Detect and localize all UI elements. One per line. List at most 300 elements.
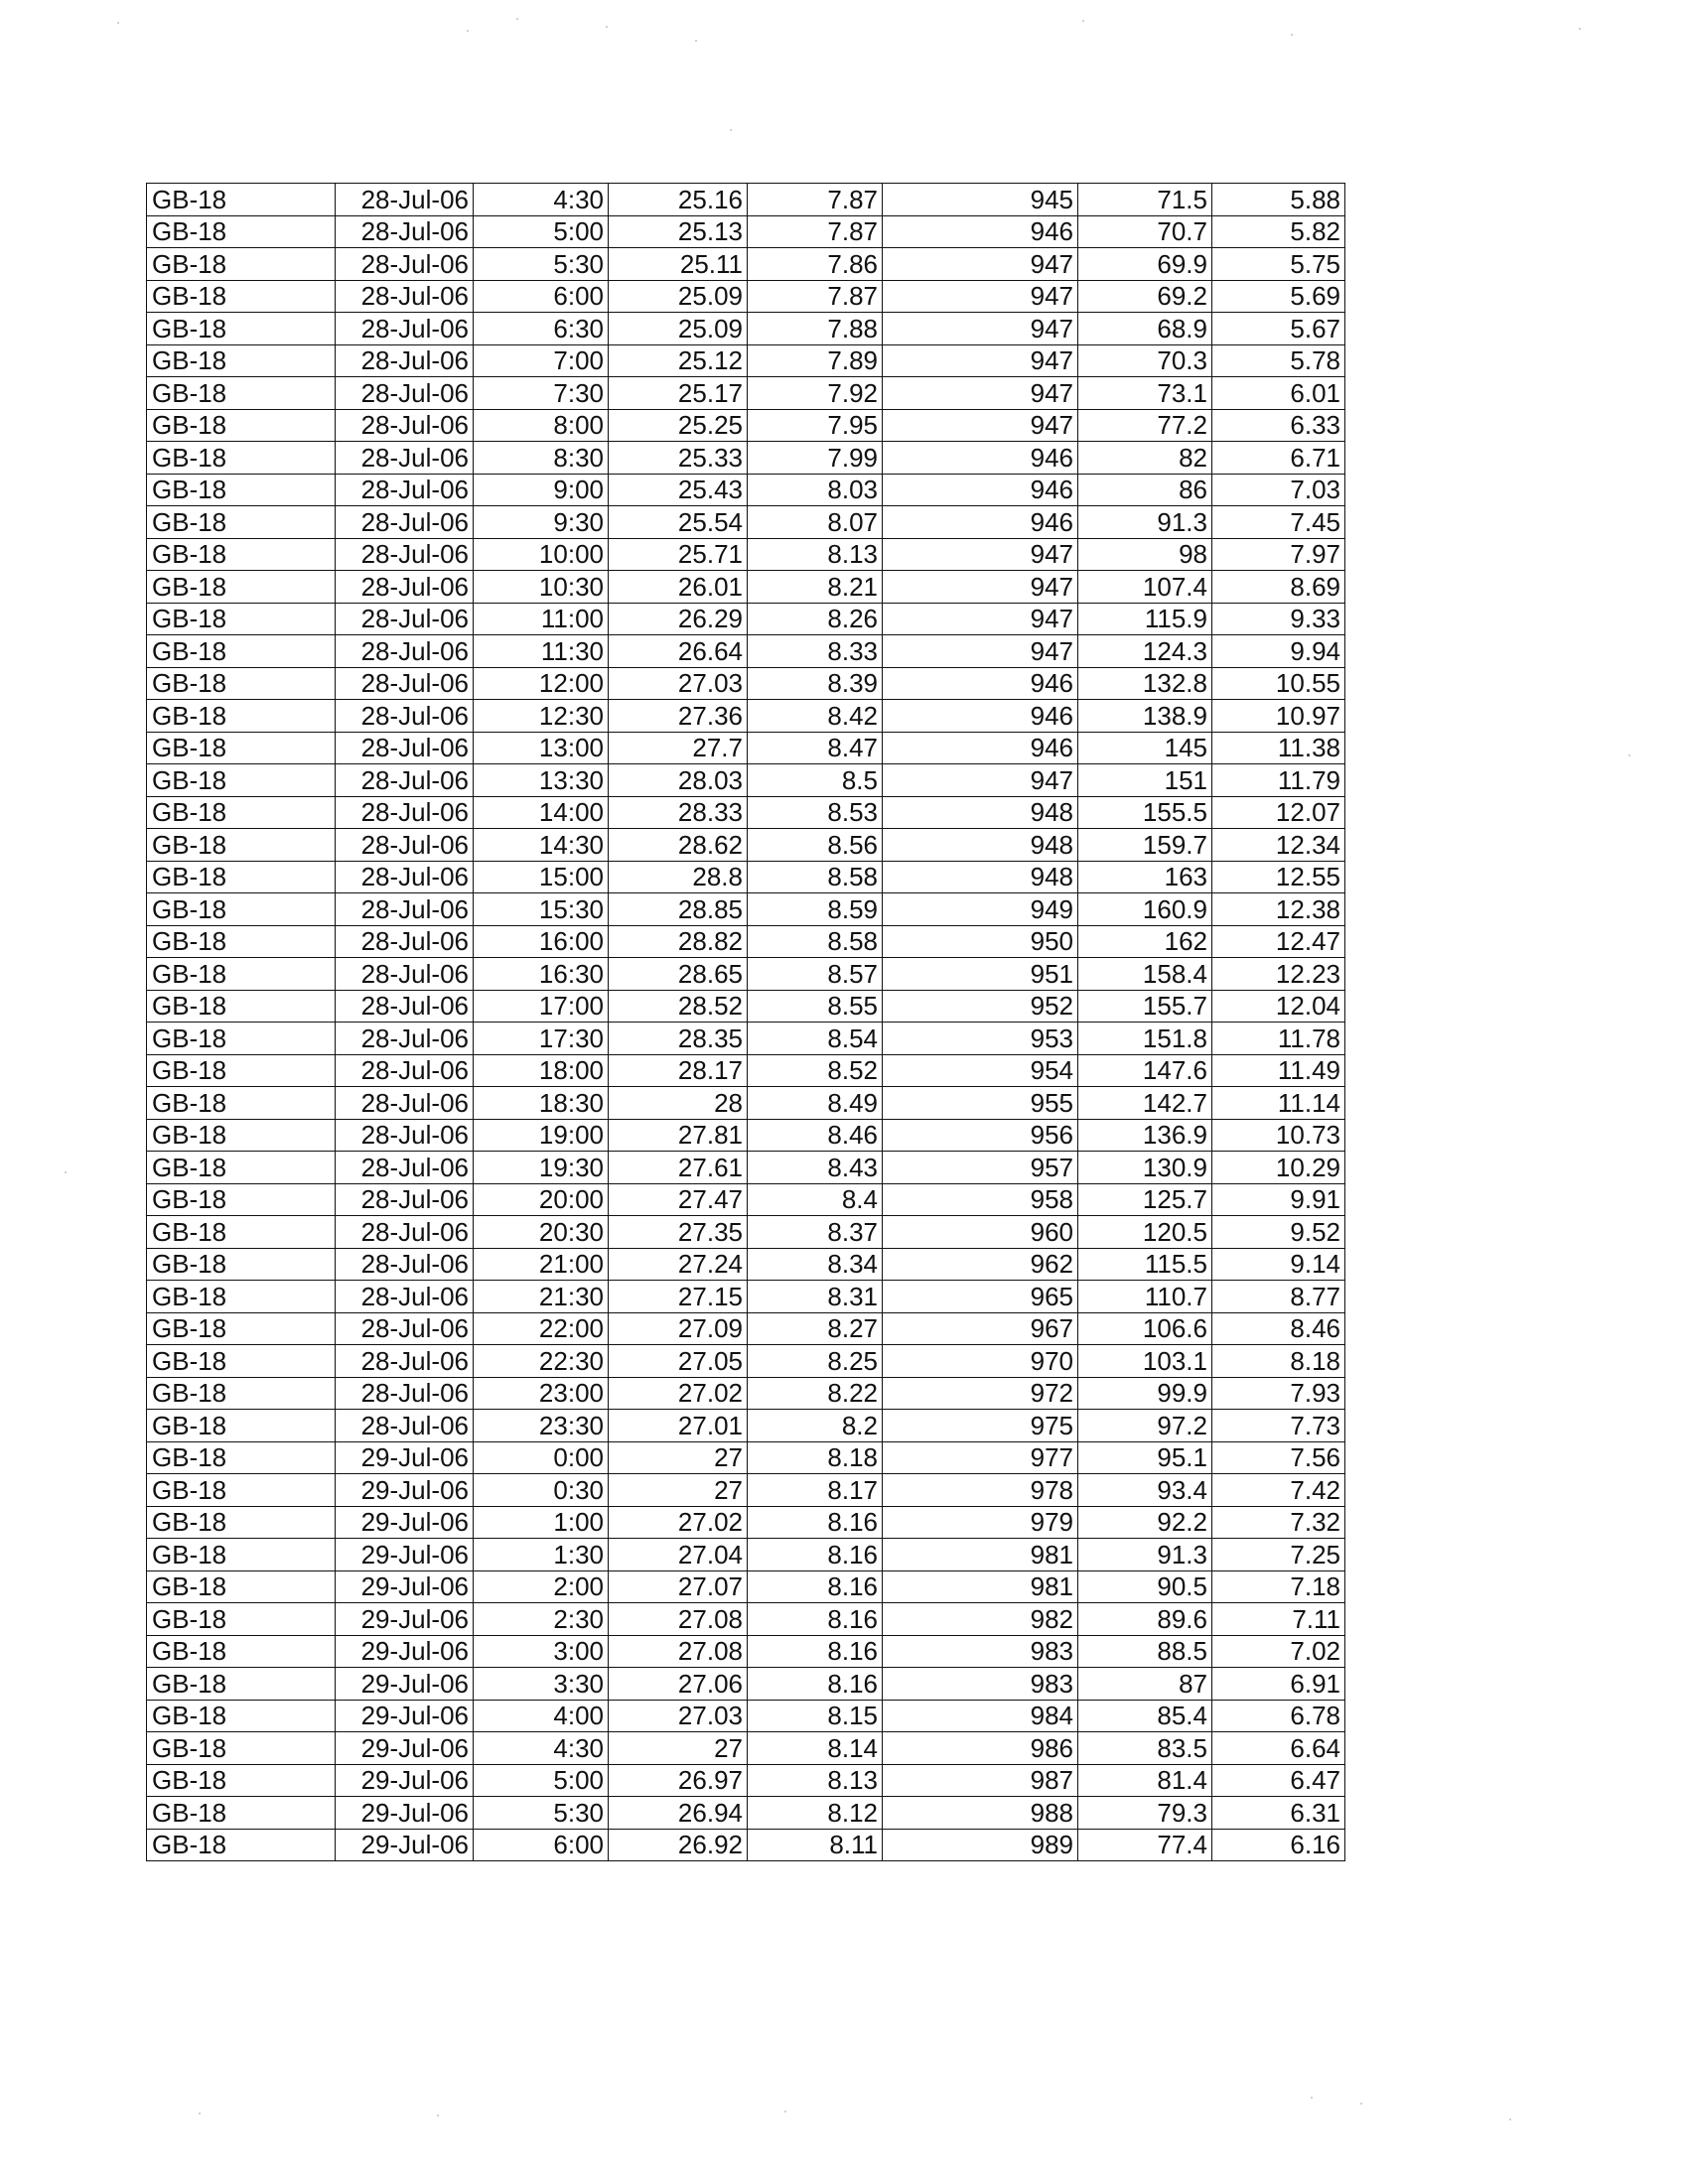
site-cell: GB-18 <box>147 280 336 313</box>
site-cell: GB-18 <box>147 1248 336 1281</box>
temperature-cell: 25.11 <box>609 248 748 281</box>
reading-cell: 138.9 <box>1078 700 1212 733</box>
ph-cell: 7.87 <box>748 184 883 216</box>
result-cell: 6.16 <box>1212 1829 1345 1861</box>
date-cell: 28-Jul-06 <box>336 215 474 248</box>
site-cell: GB-18 <box>147 377 336 410</box>
table-row <box>147 829 1345 862</box>
site-cell: GB-18 <box>147 1635 336 1668</box>
table-row <box>147 667 1345 700</box>
ph-cell: 8.53 <box>748 796 883 829</box>
reading-cell: 97.2 <box>1078 1410 1212 1442</box>
reading-cell: 115.9 <box>1078 603 1212 635</box>
reading-cell: 159.7 <box>1078 829 1212 862</box>
temperature-cell: 28.82 <box>609 925 748 958</box>
site-cell: GB-18 <box>147 958 336 991</box>
site-cell: GB-18 <box>147 1087 336 1120</box>
ph-cell: 8.47 <box>748 732 883 764</box>
ph-cell: 8.07 <box>748 506 883 539</box>
value-cell: 947 <box>883 571 1078 604</box>
site-cell: GB-18 <box>147 1377 336 1410</box>
temperature-cell: 26.94 <box>609 1797 748 1830</box>
table-row <box>147 700 1345 733</box>
result-cell: 10.29 <box>1212 1152 1345 1184</box>
date-cell: 28-Jul-06 <box>336 990 474 1023</box>
ph-cell: 7.95 <box>748 409 883 442</box>
value-cell: 958 <box>883 1183 1078 1216</box>
date-cell: 29-Jul-06 <box>336 1539 474 1571</box>
table-row <box>147 442 1345 475</box>
ph-cell: 8.16 <box>748 1570 883 1603</box>
date-cell: 28-Jul-06 <box>336 893 474 926</box>
site-cell: GB-18 <box>147 1797 336 1830</box>
time-cell: 20:30 <box>474 1216 609 1249</box>
time-cell: 23:30 <box>474 1410 609 1442</box>
date-cell: 28-Jul-06 <box>336 506 474 539</box>
reading-cell: 130.9 <box>1078 1152 1212 1184</box>
date-cell: 29-Jul-06 <box>336 1732 474 1765</box>
temperature-cell: 27.01 <box>609 1410 748 1442</box>
value-cell: 946 <box>883 215 1078 248</box>
result-cell: 6.31 <box>1212 1797 1345 1830</box>
date-cell: 28-Jul-06 <box>336 248 474 281</box>
site-cell: GB-18 <box>147 1603 336 1636</box>
date-cell: 28-Jul-06 <box>336 1248 474 1281</box>
reading-cell: 95.1 <box>1078 1441 1212 1474</box>
site-cell: GB-18 <box>147 990 336 1023</box>
value-cell: 947 <box>883 635 1078 668</box>
site-cell: GB-18 <box>147 1216 336 1249</box>
result-cell: 11.14 <box>1212 1087 1345 1120</box>
date-cell: 29-Jul-06 <box>336 1829 474 1861</box>
date-cell: 29-Jul-06 <box>336 1700 474 1732</box>
temperature-cell: 27 <box>609 1441 748 1474</box>
value-cell: 946 <box>883 506 1078 539</box>
date-cell: 28-Jul-06 <box>336 1119 474 1152</box>
temperature-cell: 27.47 <box>609 1183 748 1216</box>
scan-speck <box>199 2113 201 2115</box>
time-cell: 5:00 <box>474 215 609 248</box>
value-cell: 947 <box>883 409 1078 442</box>
result-cell: 10.55 <box>1212 667 1345 700</box>
result-cell: 11.49 <box>1212 1054 1345 1087</box>
ph-cell: 7.88 <box>748 313 883 345</box>
site-cell: GB-18 <box>147 313 336 345</box>
ph-cell: 8.15 <box>748 1700 883 1732</box>
ph-cell: 8.43 <box>748 1152 883 1184</box>
date-cell: 28-Jul-06 <box>336 1281 474 1313</box>
table-row <box>147 1539 1345 1571</box>
reading-cell: 106.6 <box>1078 1312 1212 1345</box>
date-cell: 28-Jul-06 <box>336 377 474 410</box>
reading-cell: 162 <box>1078 925 1212 958</box>
value-cell: 956 <box>883 1119 1078 1152</box>
reading-cell: 91.3 <box>1078 506 1212 539</box>
reading-cell: 160.9 <box>1078 893 1212 926</box>
value-cell: 983 <box>883 1635 1078 1668</box>
date-cell: 28-Jul-06 <box>336 1023 474 1055</box>
time-cell: 11:00 <box>474 603 609 635</box>
result-cell: 6.33 <box>1212 409 1345 442</box>
result-cell: 7.42 <box>1212 1474 1345 1507</box>
ph-cell: 8.39 <box>748 667 883 700</box>
site-cell: GB-18 <box>147 1539 336 1571</box>
table-row <box>147 1764 1345 1797</box>
table-row <box>147 1441 1345 1474</box>
reading-cell: 73.1 <box>1078 377 1212 410</box>
reading-cell: 79.3 <box>1078 1797 1212 1830</box>
temperature-cell: 28.85 <box>609 893 748 926</box>
table-row <box>147 1345 1345 1378</box>
table-row <box>147 635 1345 668</box>
result-cell: 6.01 <box>1212 377 1345 410</box>
date-cell: 28-Jul-06 <box>336 1054 474 1087</box>
value-cell: 947 <box>883 248 1078 281</box>
result-cell: 7.11 <box>1212 1603 1345 1636</box>
table-row <box>147 1119 1345 1152</box>
value-cell: 952 <box>883 990 1078 1023</box>
table-row <box>147 1570 1345 1603</box>
reading-cell: 85.4 <box>1078 1700 1212 1732</box>
time-cell: 14:30 <box>474 829 609 862</box>
value-cell: 948 <box>883 861 1078 893</box>
reading-cell: 151 <box>1078 764 1212 797</box>
table-body <box>147 184 1345 1861</box>
table-row <box>147 1054 1345 1087</box>
date-cell: 28-Jul-06 <box>336 700 474 733</box>
date-cell: 28-Jul-06 <box>336 280 474 313</box>
site-cell: GB-18 <box>147 1764 336 1797</box>
value-cell: 954 <box>883 1054 1078 1087</box>
ph-cell: 8.13 <box>748 538 883 571</box>
table-row <box>147 861 1345 893</box>
table-row <box>147 1474 1345 1507</box>
site-cell: GB-18 <box>147 1119 336 1152</box>
reading-cell: 70.3 <box>1078 344 1212 377</box>
table-row <box>147 1216 1345 1249</box>
ph-cell: 8.34 <box>748 1248 883 1281</box>
table-row <box>147 1087 1345 1120</box>
data-table <box>146 183 1345 1861</box>
result-cell: 9.91 <box>1212 1183 1345 1216</box>
value-cell: 947 <box>883 344 1078 377</box>
scan-speck <box>1579 28 1581 30</box>
time-cell: 23:00 <box>474 1377 609 1410</box>
result-cell: 12.47 <box>1212 925 1345 958</box>
date-cell: 28-Jul-06 <box>336 184 474 216</box>
time-cell: 16:30 <box>474 958 609 991</box>
reading-cell: 77.4 <box>1078 1829 1212 1861</box>
ph-cell: 8.55 <box>748 990 883 1023</box>
table-row <box>147 280 1345 313</box>
site-cell: GB-18 <box>147 538 336 571</box>
value-cell: 982 <box>883 1603 1078 1636</box>
scan-speck <box>1291 34 1293 36</box>
result-cell: 11.79 <box>1212 764 1345 797</box>
reading-cell: 69.9 <box>1078 248 1212 281</box>
temperature-cell: 27.61 <box>609 1152 748 1184</box>
value-cell: 979 <box>883 1506 1078 1539</box>
date-cell: 28-Jul-06 <box>336 829 474 862</box>
reading-cell: 99.9 <box>1078 1377 1212 1410</box>
date-cell: 28-Jul-06 <box>336 1087 474 1120</box>
result-cell: 5.82 <box>1212 215 1345 248</box>
ph-cell: 8.59 <box>748 893 883 926</box>
table-row <box>147 344 1345 377</box>
value-cell: 947 <box>883 764 1078 797</box>
temperature-cell: 27.05 <box>609 1345 748 1378</box>
value-cell: 946 <box>883 667 1078 700</box>
value-cell: 948 <box>883 829 1078 862</box>
scan-speck <box>437 2115 439 2116</box>
date-cell: 28-Jul-06 <box>336 474 474 506</box>
reading-cell: 83.5 <box>1078 1732 1212 1765</box>
ph-cell: 8.22 <box>748 1377 883 1410</box>
value-cell: 947 <box>883 280 1078 313</box>
reading-cell: 91.3 <box>1078 1539 1212 1571</box>
temperature-cell: 25.09 <box>609 280 748 313</box>
result-cell: 11.78 <box>1212 1023 1345 1055</box>
reading-cell: 103.1 <box>1078 1345 1212 1378</box>
reading-cell: 155.5 <box>1078 796 1212 829</box>
reading-cell: 136.9 <box>1078 1119 1212 1152</box>
ph-cell: 7.89 <box>748 344 883 377</box>
value-cell: 947 <box>883 377 1078 410</box>
temperature-cell: 27.7 <box>609 732 748 764</box>
site-cell: GB-18 <box>147 732 336 764</box>
date-cell: 28-Jul-06 <box>336 313 474 345</box>
time-cell: 3:30 <box>474 1668 609 1701</box>
value-cell: 951 <box>883 958 1078 991</box>
table-row <box>147 1635 1345 1668</box>
table-row <box>147 538 1345 571</box>
temperature-cell: 28.35 <box>609 1023 748 1055</box>
result-cell: 7.93 <box>1212 1377 1345 1410</box>
date-cell: 28-Jul-06 <box>336 1183 474 1216</box>
site-cell: GB-18 <box>147 1570 336 1603</box>
temperature-cell: 27.81 <box>609 1119 748 1152</box>
time-cell: 0:00 <box>474 1441 609 1474</box>
ph-cell: 8.42 <box>748 700 883 733</box>
site-cell: GB-18 <box>147 829 336 862</box>
ph-cell: 8.16 <box>748 1668 883 1701</box>
table-row <box>147 732 1345 764</box>
site-cell: GB-18 <box>147 1054 336 1087</box>
ph-cell: 8.54 <box>748 1023 883 1055</box>
temperature-cell: 25.43 <box>609 474 748 506</box>
temperature-cell: 28.52 <box>609 990 748 1023</box>
value-cell: 970 <box>883 1345 1078 1378</box>
result-cell: 5.67 <box>1212 313 1345 345</box>
value-cell: 945 <box>883 184 1078 216</box>
time-cell: 8:30 <box>474 442 609 475</box>
value-cell: 989 <box>883 1829 1078 1861</box>
date-cell: 29-Jul-06 <box>336 1797 474 1830</box>
value-cell: 947 <box>883 603 1078 635</box>
site-cell: GB-18 <box>147 506 336 539</box>
value-cell: 953 <box>883 1023 1078 1055</box>
reading-cell: 77.2 <box>1078 409 1212 442</box>
result-cell: 6.64 <box>1212 1732 1345 1765</box>
temperature-cell: 27.08 <box>609 1603 748 1636</box>
ph-cell: 8.58 <box>748 861 883 893</box>
temperature-cell: 27.24 <box>609 1248 748 1281</box>
temperature-cell: 28.03 <box>609 764 748 797</box>
time-cell: 2:00 <box>474 1570 609 1603</box>
table-row <box>147 1668 1345 1701</box>
reading-cell: 107.4 <box>1078 571 1212 604</box>
site-cell: GB-18 <box>147 1183 336 1216</box>
table-row <box>147 1732 1345 1765</box>
time-cell: 7:30 <box>474 377 609 410</box>
site-cell: GB-18 <box>147 925 336 958</box>
site-cell: GB-18 <box>147 1410 336 1442</box>
date-cell: 28-Jul-06 <box>336 925 474 958</box>
time-cell: 13:00 <box>474 732 609 764</box>
reading-cell: 155.7 <box>1078 990 1212 1023</box>
value-cell: 947 <box>883 538 1078 571</box>
table-row <box>147 313 1345 345</box>
site-cell: GB-18 <box>147 474 336 506</box>
temperature-cell: 28.62 <box>609 829 748 862</box>
reading-cell: 125.7 <box>1078 1183 1212 1216</box>
temperature-cell: 28.65 <box>609 958 748 991</box>
time-cell: 6:30 <box>474 313 609 345</box>
value-cell: 949 <box>883 893 1078 926</box>
value-cell: 983 <box>883 1668 1078 1701</box>
table-row <box>147 1506 1345 1539</box>
ph-cell: 8.16 <box>748 1539 883 1571</box>
value-cell: 986 <box>883 1732 1078 1765</box>
result-cell: 7.97 <box>1212 538 1345 571</box>
time-cell: 20:00 <box>474 1183 609 1216</box>
table-row <box>147 1312 1345 1345</box>
value-cell: 987 <box>883 1764 1078 1797</box>
date-cell: 29-Jul-06 <box>336 1570 474 1603</box>
time-cell: 9:30 <box>474 506 609 539</box>
site-cell: GB-18 <box>147 571 336 604</box>
value-cell: 981 <box>883 1539 1078 1571</box>
table-row <box>147 1281 1345 1313</box>
temperature-cell: 28.33 <box>609 796 748 829</box>
temperature-cell: 27.09 <box>609 1312 748 1345</box>
reading-cell: 124.3 <box>1078 635 1212 668</box>
value-cell: 978 <box>883 1474 1078 1507</box>
table-row <box>147 409 1345 442</box>
date-cell: 29-Jul-06 <box>336 1668 474 1701</box>
ph-cell: 8.11 <box>748 1829 883 1861</box>
table-row <box>147 603 1345 635</box>
site-cell: GB-18 <box>147 796 336 829</box>
value-cell: 947 <box>883 313 1078 345</box>
table-row <box>147 990 1345 1023</box>
temperature-cell: 26.29 <box>609 603 748 635</box>
result-cell: 6.91 <box>1212 1668 1345 1701</box>
scan-speck <box>1628 754 1630 756</box>
time-cell: 22:00 <box>474 1312 609 1345</box>
reading-cell: 71.5 <box>1078 184 1212 216</box>
time-cell: 3:00 <box>474 1635 609 1668</box>
scan-speck <box>1360 2103 1362 2105</box>
reading-cell: 147.6 <box>1078 1054 1212 1087</box>
time-cell: 19:00 <box>474 1119 609 1152</box>
date-cell: 28-Jul-06 <box>336 409 474 442</box>
scan-speck <box>1082 20 1084 22</box>
time-cell: 10:30 <box>474 571 609 604</box>
temperature-cell: 27.03 <box>609 667 748 700</box>
site-cell: GB-18 <box>147 1474 336 1507</box>
table-row <box>147 248 1345 281</box>
reading-cell: 115.5 <box>1078 1248 1212 1281</box>
reading-cell: 81.4 <box>1078 1764 1212 1797</box>
scan-speck <box>516 18 518 20</box>
table-row <box>147 1700 1345 1732</box>
result-cell: 12.23 <box>1212 958 1345 991</box>
time-cell: 19:30 <box>474 1152 609 1184</box>
temperature-cell: 27.02 <box>609 1506 748 1539</box>
result-cell: 7.02 <box>1212 1635 1345 1668</box>
date-cell: 28-Jul-06 <box>336 635 474 668</box>
value-cell: 962 <box>883 1248 1078 1281</box>
result-cell: 8.77 <box>1212 1281 1345 1313</box>
reading-cell: 163 <box>1078 861 1212 893</box>
ph-cell: 8.16 <box>748 1603 883 1636</box>
ph-cell: 8.27 <box>748 1312 883 1345</box>
result-cell: 5.78 <box>1212 344 1345 377</box>
table-row <box>147 893 1345 926</box>
reading-cell: 110.7 <box>1078 1281 1212 1313</box>
date-cell: 28-Jul-06 <box>336 1216 474 1249</box>
time-cell: 6:00 <box>474 280 609 313</box>
site-cell: GB-18 <box>147 248 336 281</box>
temperature-cell: 25.25 <box>609 409 748 442</box>
result-cell: 12.04 <box>1212 990 1345 1023</box>
value-cell: 946 <box>883 700 1078 733</box>
result-cell: 10.73 <box>1212 1119 1345 1152</box>
date-cell: 29-Jul-06 <box>336 1764 474 1797</box>
site-cell: GB-18 <box>147 184 336 216</box>
ph-cell: 8.31 <box>748 1281 883 1313</box>
value-cell: 946 <box>883 474 1078 506</box>
result-cell: 7.18 <box>1212 1570 1345 1603</box>
result-cell: 9.94 <box>1212 635 1345 668</box>
ph-cell: 8.33 <box>748 635 883 668</box>
reading-cell: 88.5 <box>1078 1635 1212 1668</box>
table-row <box>147 796 1345 829</box>
result-cell: 7.03 <box>1212 474 1345 506</box>
reading-cell: 92.2 <box>1078 1506 1212 1539</box>
date-cell: 28-Jul-06 <box>336 1377 474 1410</box>
temperature-cell: 26.97 <box>609 1764 748 1797</box>
result-cell: 12.38 <box>1212 893 1345 926</box>
result-cell: 8.18 <box>1212 1345 1345 1378</box>
value-cell: 984 <box>883 1700 1078 1732</box>
ph-cell: 8.16 <box>748 1635 883 1668</box>
value-cell: 957 <box>883 1152 1078 1184</box>
result-cell: 9.52 <box>1212 1216 1345 1249</box>
site-cell: GB-18 <box>147 1732 336 1765</box>
value-cell: 948 <box>883 796 1078 829</box>
reading-cell: 70.7 <box>1078 215 1212 248</box>
table-row <box>147 377 1345 410</box>
reading-cell: 86 <box>1078 474 1212 506</box>
scan-speck <box>65 1171 67 1173</box>
ph-cell: 8.03 <box>748 474 883 506</box>
date-cell: 28-Jul-06 <box>336 571 474 604</box>
date-cell: 28-Jul-06 <box>336 667 474 700</box>
table-row <box>147 1829 1345 1861</box>
value-cell: 960 <box>883 1216 1078 1249</box>
